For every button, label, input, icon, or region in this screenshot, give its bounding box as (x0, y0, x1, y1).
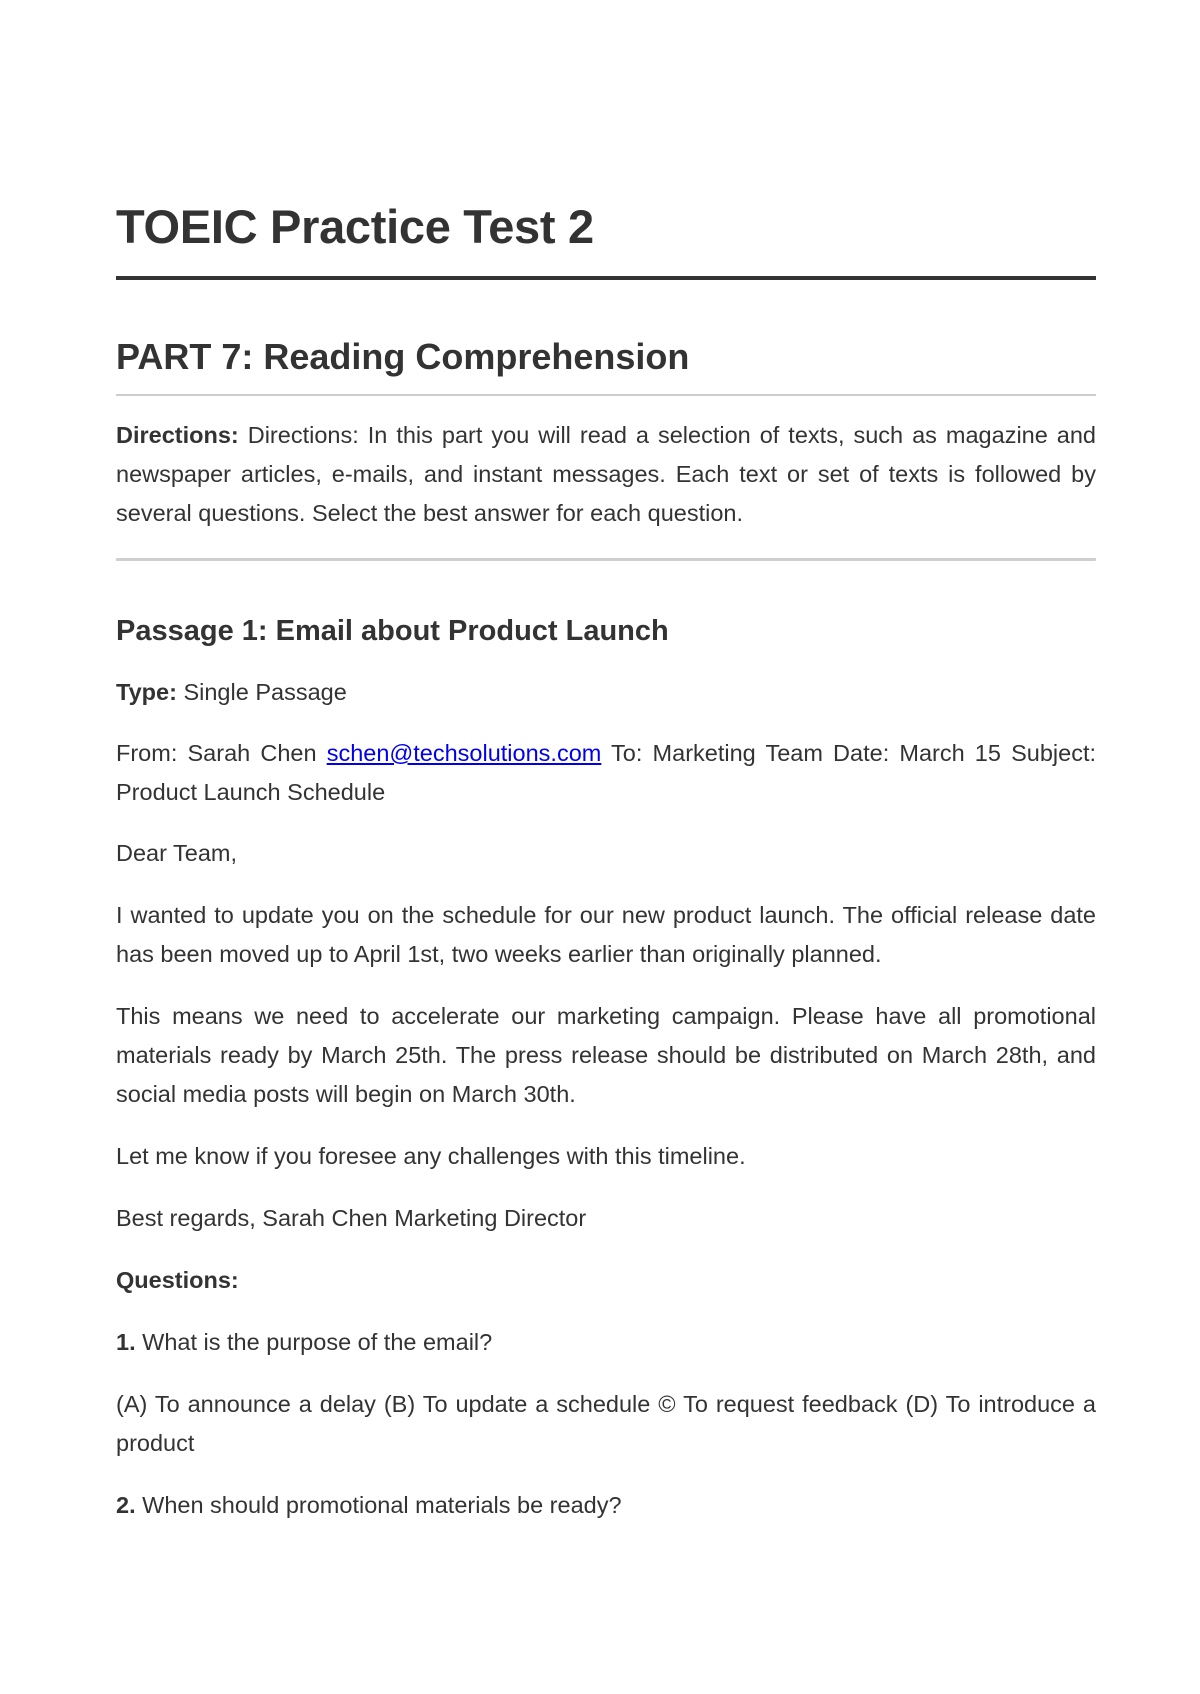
directions-paragraph (116, 416, 1096, 533)
question-number: 1. (116, 1329, 136, 1355)
sender-email-link[interactable]: schen@techsolutions.com (326, 740, 602, 766)
question-1-options: (A) To announce a delay (B) To update a schedule © To request feedback (D) To introduce a product (116, 1391, 1096, 1456)
questions-heading (116, 1261, 1096, 1300)
email-greeting: Dear Team, (116, 840, 238, 866)
directions-label: Directions: (116, 422, 239, 448)
email-header (116, 734, 1096, 812)
question-text: When should promotional materials be ready? (135, 1492, 622, 1518)
passage-type (116, 673, 1096, 712)
document-title: TOEIC Practice Test 2 (116, 200, 594, 253)
question-text: What is the purpose of the email? (135, 1329, 493, 1355)
part-title: PART 7: Reading Comprehension (116, 336, 690, 377)
title-divider (116, 276, 1096, 280)
directions-text: Directions: In this part you will read a selection of texts, such as magazine and newspaper articles, e-mails, and instant messages. Each text or set of texts is followed by several questions. Select the best answer for each question. (116, 422, 1096, 526)
question-1 (116, 1323, 1096, 1362)
email-from: From: Sarah Chen (116, 740, 327, 766)
questions-heading-label: Questions: (116, 1267, 239, 1293)
email-paragraph-1: I wanted to update you on the schedule for our new product launch. The official release date has been moved up to April 1st, two weeks earlier than originally planned. (116, 902, 1096, 967)
part-divider (116, 394, 1096, 396)
email-signoff: Best regards, Sarah Chen Marketing Director (116, 1205, 587, 1231)
question-number: 2. (116, 1492, 136, 1518)
email-paragraph-3: Let me know if you foresee any challenges with this timeline. (116, 1143, 746, 1169)
question-2 (116, 1486, 1096, 1525)
passage-type-label: Type: (116, 679, 177, 705)
passage-type-value: Single Passage (176, 679, 347, 705)
email-paragraph-2: This means we need to accelerate our marketing campaign. Please have all promotional materials ready by March 25th. The press release should be distributed on March 28th, and social media posts will begin on March 30th. (116, 1003, 1096, 1107)
passage-title: Passage 1: Email about Product Launch (116, 615, 669, 647)
email-header-rest: To: Marketing Team Date: March 15 Subject: Product Launch Schedule (116, 740, 1096, 805)
section-divider (116, 558, 1096, 561)
